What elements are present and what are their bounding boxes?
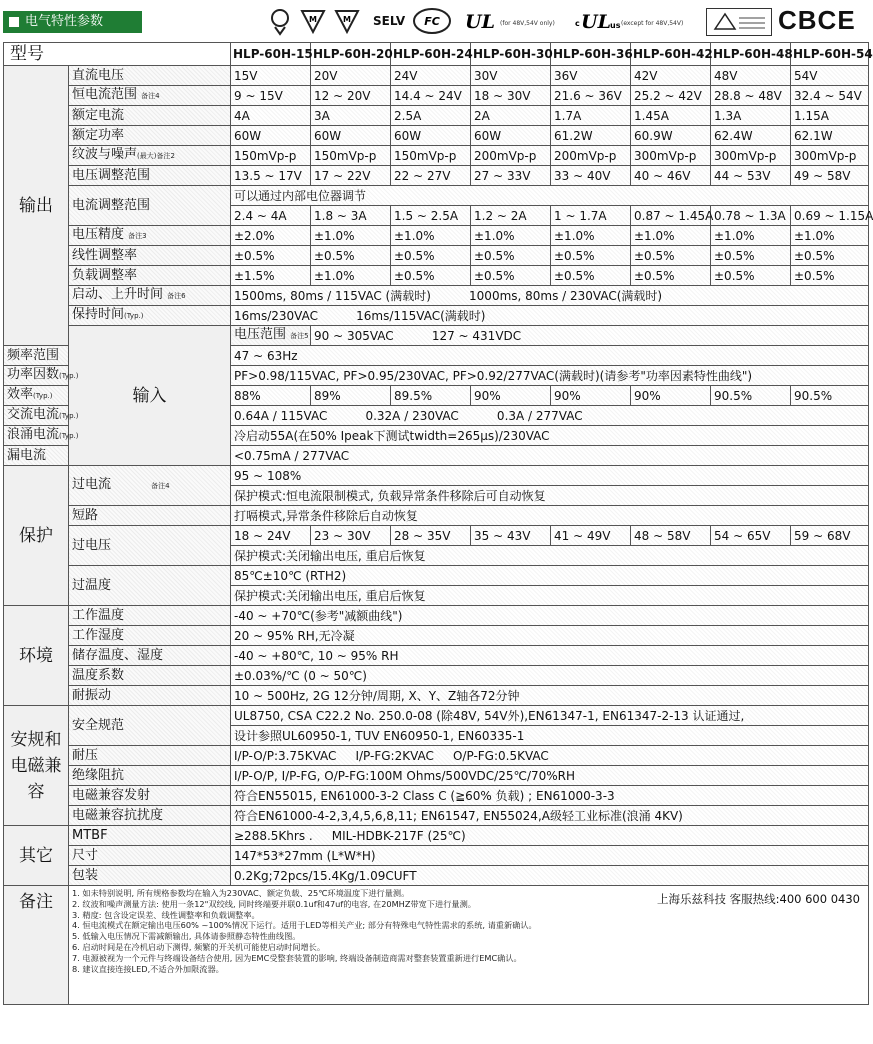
header-bar [0,0,870,40]
row-label [4,366,79,386]
cell: 62.1W [791,126,869,146]
group-input: 输入 [69,326,231,466]
model-label: 型号 [4,43,231,66]
cell: 保护模式:关闭输出电压, 重启后恢复 [231,586,869,606]
cell: -40 ~ +70℃(参考"减额曲线") [231,606,869,626]
cell: 90% [631,386,711,406]
cell: 1.2 ~ 2A [471,206,551,226]
cell: 20V [311,66,391,86]
tuv-mark-icon [706,8,772,36]
cell: 0.64A / 115VAC 0.32A / 230VAC 0.3A / 277VAC [231,406,869,426]
line-reg-row [4,246,869,266]
cell: 9 ~ 15V [231,86,311,106]
cell: ±1.0% [631,226,711,246]
i-adj-row-1 [4,186,869,206]
cell: 60W [471,126,551,146]
note-line: 2. 纹波和噪声测量方法: 使用一条12"双绞线, 同时终端要并联0.1uf和47uf的电容, 在20MHZ带宽下进行量测。 [72,898,476,909]
ripple-row [4,146,869,166]
note-text: 备注4 [151,482,170,490]
svg-text:c: c [575,19,580,28]
cell: 0.2Kg;72pcs/15.4Kg/1.09CUFT [231,866,869,886]
cell: PF>0.98/115VAC, PF>0.95/230VAC, PF>0.92/277VAC(满载时)(请参考"功率因素特性曲线") [231,366,869,386]
row-label: 安全规范 [69,706,231,746]
cell: 25.2 ~ 42V [631,86,711,106]
cell: 17 ~ 22V [311,166,391,186]
model-name: HLP-60H-30 [471,43,551,66]
cb-ce-mark: CBCE [778,5,856,35]
cell: 2.4 ~ 4A [231,206,311,226]
model-name: HLP-60H-15 [231,43,311,66]
cell: 18 ~ 24V [231,526,311,546]
cell: 150mVp-p [231,146,311,166]
cell: 0.87 ~ 1.45A [631,206,711,226]
env-row [4,646,869,666]
cell: 60W [311,126,391,146]
cell: 1500ms, 80ms / 115VAC (满载时) 1000ms, 80ms / 230VAC(满载时) [231,286,869,306]
cell: 95 ~ 108% [231,466,869,486]
label-text: 效率 [7,387,34,402]
row-label [69,86,231,106]
cell: 41 ~ 49V [551,526,631,546]
withstand-row [4,746,869,766]
note-text: (最大)备注2 [137,152,175,160]
cell: 18 ~ 30V [471,86,551,106]
cell: 1 ~ 1.7A [551,206,631,226]
cell: I/P-O/P, I/P-FG, O/P-FG:100M Ohms/500VDC/25℃/70%RH [231,766,869,786]
cell: 符合EN55015, EN61000-3-2 Class C (≧60% 负载) ; EN61000-3-3 [231,786,869,806]
model-name: HLP-60H-48 [711,43,791,66]
cell: ±0.5% [791,246,869,266]
safety-std-row-1 [4,706,869,726]
cell: 147*53*27mm (L*W*H) [231,846,869,866]
group-others: 其它 [4,826,69,886]
ul-note1: (for 48V,54V only) [500,20,555,27]
isolation-row [4,766,869,786]
note-text: 备注6 [167,292,186,300]
label-text: 交流电流 [7,407,60,422]
cell: ±1.0% [311,226,391,246]
cell: 90.5% [791,386,869,406]
cell: 89% [311,386,391,406]
cell: ±0.5% [231,246,311,266]
cell: ≥288.5Khrs . MIL-HDBK-217F (25℃) [231,826,869,846]
mm-mark-icon [334,6,360,36]
cell: ±0.5% [631,246,711,266]
row-label: 额定功率 [69,126,231,146]
cell: ±0.5% [471,246,551,266]
cell: 47 ~ 63Hz [231,346,869,366]
note-text: (Typ.) [124,312,144,320]
label-text: 过电流 [72,477,112,492]
cell: 2.5A [391,106,471,126]
row-label: 电压调整范围 [69,166,231,186]
dc-voltage-row [4,66,869,86]
row-label: 耐振动 [69,686,231,706]
cell: UL8750, CSA C22.2 No. 250.0-08 (除48V, 54V外),EN61347-1, EN61347-2-13 认证通过, [231,706,869,726]
note-line: 6. 启动时间是在冷机启动下测得, 频繁的开关机可能使启动时间增长。 [72,941,326,952]
cell: <0.75mA / 277VAC [231,446,869,466]
note-text: 备注5 [290,332,309,340]
cell: 62.4W [711,126,791,146]
cell: ±1.0% [711,226,791,246]
rated-power-row [4,126,869,146]
section-title: 电气特性参数 [25,14,104,29]
group-protection: 保护 [4,466,69,606]
cell: 保护模式:恒电流限制模式, 负载异常条件移除后可自动恢复 [231,486,869,506]
cell: 2A [471,106,551,126]
cell: 90.5% [711,386,791,406]
note-line: 8. 建议直接连接LED,不适合外加限流器。 [72,963,224,974]
row-label: 绝缘阻抗 [69,766,231,786]
cell: 设计参照UL60950-1, TUV EN60950-1, EN60335-1 [231,726,869,746]
cell: 符合EN61000-4-2,3,4,5,6,8,11; EN61547, EN55024,A级轻工业标准(浪涌 4KV) [231,806,869,826]
cell: ±1.5% [231,266,311,286]
row-label [231,326,311,346]
cell: ±1.0% [311,266,391,286]
cell: ±0.03%/℃ (0 ~ 50℃) [231,666,869,686]
row-label: 电流调整范围 [69,186,231,226]
dim-row [4,846,869,866]
row-label: 工作温度 [69,606,231,626]
cell: 300mVp-p [791,146,869,166]
cell: 42V [631,66,711,86]
cell: 30V [471,66,551,86]
label-text: 恒电流范围 [72,87,138,102]
cell: 40 ~ 46V [631,166,711,186]
svg-text:us: us [610,21,621,30]
model-name: HLP-60H-42 [631,43,711,66]
label-text: 启动、上升时间 [72,287,164,302]
cell: 88% [231,386,311,406]
cell: 1.3A [711,106,791,126]
env-row [4,626,869,646]
cell: 60.9W [631,126,711,146]
note-text: (Typ.) [59,432,79,440]
cell: 60W [391,126,471,146]
row-label [4,406,79,426]
cell: 4A [231,106,311,126]
hotline: 上海乐兹科技 客服热线:400 600 0430 [656,892,860,906]
cell: -40 ~ +80℃, 10 ~ 95% RH [231,646,869,666]
emc-emission-row [4,786,869,806]
row-label: 频率范围 [4,346,69,366]
cell: 54 ~ 65V [711,526,791,546]
cell: 13.5 ~ 17V [231,166,311,186]
cell: 冷启动55A(在50% Ipeak下测试twidth=265μs)/230VAC [231,426,869,446]
short-row [4,506,869,526]
cell: 89.5% [391,386,471,406]
cell: ±2.0% [231,226,311,246]
row-label [69,306,231,326]
row-label: 耐压 [69,746,231,766]
v-adj-row [4,166,869,186]
fuse-mark-icon [268,6,292,36]
ovp-row-1 [4,526,869,546]
cell: ±0.5% [631,266,711,286]
cell: 300mVp-p [631,146,711,166]
mtbf-row [4,826,869,846]
note-text: 备注4 [141,92,160,100]
section-tag [3,11,142,33]
cell: ±1.0% [791,226,869,246]
square-icon [9,17,19,27]
env-row [4,606,869,626]
cell: 59 ~ 68V [791,526,869,546]
row-label: 过温度 [69,566,231,606]
cell: ±0.5% [711,266,791,286]
cell: 48 ~ 58V [631,526,711,546]
notes-row [4,886,869,1005]
ul-note2: (except for 48V,54V) [621,20,684,27]
row-label: 储存温度、湿度 [69,646,231,666]
label-text: 纹波与噪声 [72,147,138,162]
cell: 32.4 ~ 54V [791,86,869,106]
cell: 54V [791,66,869,86]
load-reg-row [4,266,869,286]
notes-cell [69,886,869,1005]
cell: 200mVp-p [551,146,631,166]
group-environment: 环境 [4,606,69,706]
row-label [69,466,231,506]
row-label [69,226,231,246]
cell: 150mVp-p [391,146,471,166]
row-label: 漏电流 [4,446,69,466]
cell: ±0.5% [391,266,471,286]
svg-text:FC: FC [424,15,440,28]
cc-range-row [4,86,869,106]
model-name: HLP-60H-24 [391,43,471,66]
cell: 1.45A [631,106,711,126]
cell: 0.78 ~ 1.3A [711,206,791,226]
cell: 可以通过内部电位器调节 [231,186,869,206]
cell: ±0.5% [711,246,791,266]
row-label: 过电压 [69,526,231,566]
cell: 33 ~ 40V [551,166,631,186]
ul-recognized-icon [461,6,499,36]
cell: 27 ~ 33V [471,166,551,186]
svg-text:M: M [309,15,317,24]
row-label [69,286,231,306]
row-label [4,386,69,406]
emc-immunity-row [4,806,869,826]
cell: 保护模式:关闭输出电压, 重启后恢复 [231,546,869,566]
svg-text:UL: UL [581,11,611,33]
svg-text:UL: UL [465,11,495,33]
cell: 44 ~ 53V [711,166,791,186]
cell: 150mVp-p [311,146,391,166]
row-label [69,146,231,166]
cell: I/P-O/P:3.75KVAC I/P-FG:2KVAC O/P-FG:0.5KVAC [231,746,869,766]
cell: 85℃±10℃ (RTH2) [231,566,869,586]
cell: 16ms/230VAC 16ms/115VAC(满载时) [231,306,869,326]
cell: 48V [711,66,791,86]
svg-text:M: M [343,15,351,24]
row-label: 线性调整率 [69,246,231,266]
note-line: 7. 电源被视为一个元件与终端设备结合使用, 因为EMC受整套装置的影响, 终端设备制造商需对整套装置重新进行EMC确认。 [72,952,522,963]
cell: ±1.0% [391,226,471,246]
note-text: 备注3 [128,232,147,240]
note-text: (Typ.) [59,372,79,380]
cell: 10 ~ 500Hz, 2G 12分钟/周期, X、Y、Z轴各72分钟 [231,686,869,706]
cell: 36V [551,66,631,86]
label-text: 浪涌电流 [7,427,60,442]
cell: 90% [551,386,631,406]
cell: 3A [311,106,391,126]
label-text: 电压范围 [234,327,287,342]
row-label: 额定电流 [69,106,231,126]
hold-row [4,306,869,326]
row-label: MTBF [69,826,231,846]
cul-us-icon [572,6,622,36]
rated-current-row [4,106,869,126]
cell: 14.4 ~ 24V [391,86,471,106]
env-row [4,666,869,686]
selv-mark: SELV [373,14,406,28]
setup-row [4,286,869,306]
row-label: 电磁兼容发射 [69,786,231,806]
cell: 24V [391,66,471,86]
input-v-range-row [4,326,869,346]
cell: 0.69 ~ 1.15A [791,206,869,226]
note-line: 1. 如未特别说明, 所有规格参数均在输入为230VAC、额定负载、25℃环境温度下进行量测。 [72,888,410,898]
note-line: 4. 恒电流模式在额定输出电压60% ~100%情况下运行。适用于LED等相关产业; 部分有特殊电气特性需求的系统, 请重新确认。 [72,920,537,931]
cell: 200mVp-p [471,146,551,166]
note-text: (Typ.) [59,412,79,420]
ocp-row-1 [4,466,869,486]
label-text: 电压精度 [72,227,125,242]
cell: 23 ~ 30V [311,526,391,546]
row-label: 尺寸 [69,846,231,866]
group-notes: 备注 [4,886,69,1005]
cell: ±0.5% [311,246,391,266]
cell: 打嗝模式,异常条件移除后自动恢复 [231,506,869,526]
group-safety: 安规和电磁兼容 [4,706,69,826]
cell: 49 ~ 58V [791,166,869,186]
row-label: 包装 [69,866,231,886]
cell: 1.8 ~ 3A [311,206,391,226]
class2-mark-icon [300,6,326,36]
model-name: HLP-60H-36 [551,43,631,66]
row-label [4,426,79,446]
v-tol-row [4,226,869,246]
cell: ±0.5% [551,246,631,266]
cell: ±1.0% [551,226,631,246]
cell: 1.7A [551,106,631,126]
cell: 12 ~ 20V [311,86,391,106]
env-row [4,686,869,706]
cell: 61.2W [551,126,631,146]
cell: 35 ~ 43V [471,526,551,546]
model-row [4,43,869,66]
pack-row [4,866,869,886]
cell: ±0.5% [551,266,631,286]
cell: 21.6 ~ 36V [551,86,631,106]
note-text: (Typ.) [33,392,53,400]
cell: 15V [231,66,311,86]
fcc-mark-icon [412,6,452,36]
cell: ±1.0% [471,226,551,246]
group-output: 输出 [4,66,69,346]
otp-row-1 [4,566,869,586]
cell: 60W [231,126,311,146]
label-text: 功率因数 [7,367,60,382]
row-label: 负载调整率 [69,266,231,286]
row-label: 温度系数 [69,666,231,686]
cell: 28.8 ~ 48V [711,86,791,106]
cell: 1.5 ~ 2.5A [391,206,471,226]
row-label: 短路 [69,506,231,526]
model-name: HLP-60H-20 [311,43,391,66]
spec-table [3,42,873,1005]
label-text: 保持时间 [72,307,125,322]
model-name: HLP-60H-54 [791,43,869,66]
row-label: 工作湿度 [69,626,231,646]
cell: ±0.5% [791,266,869,286]
cell: 90% [471,386,551,406]
cell: 20 ~ 95% RH,无冷凝 [231,626,869,646]
cell: 1.15A [791,106,869,126]
cell: ±0.5% [391,246,471,266]
cell: 300mVp-p [711,146,791,166]
note-line: 3. 精度: 包含设定误差、线性调整率和负载调整率。 [72,909,260,920]
cell: 22 ~ 27V [391,166,471,186]
row-label: 直流电压 [69,66,231,86]
cell: 90 ~ 305VAC 127 ~ 431VDC [311,326,869,346]
row-label: 电磁兼容抗扰度 [69,806,231,826]
cell: ±0.5% [471,266,551,286]
note-line: 5. 低输入电压情况下需减额输出, 具体请参照静态特性曲线图。 [72,931,301,942]
cell: 28 ~ 35V [391,526,471,546]
